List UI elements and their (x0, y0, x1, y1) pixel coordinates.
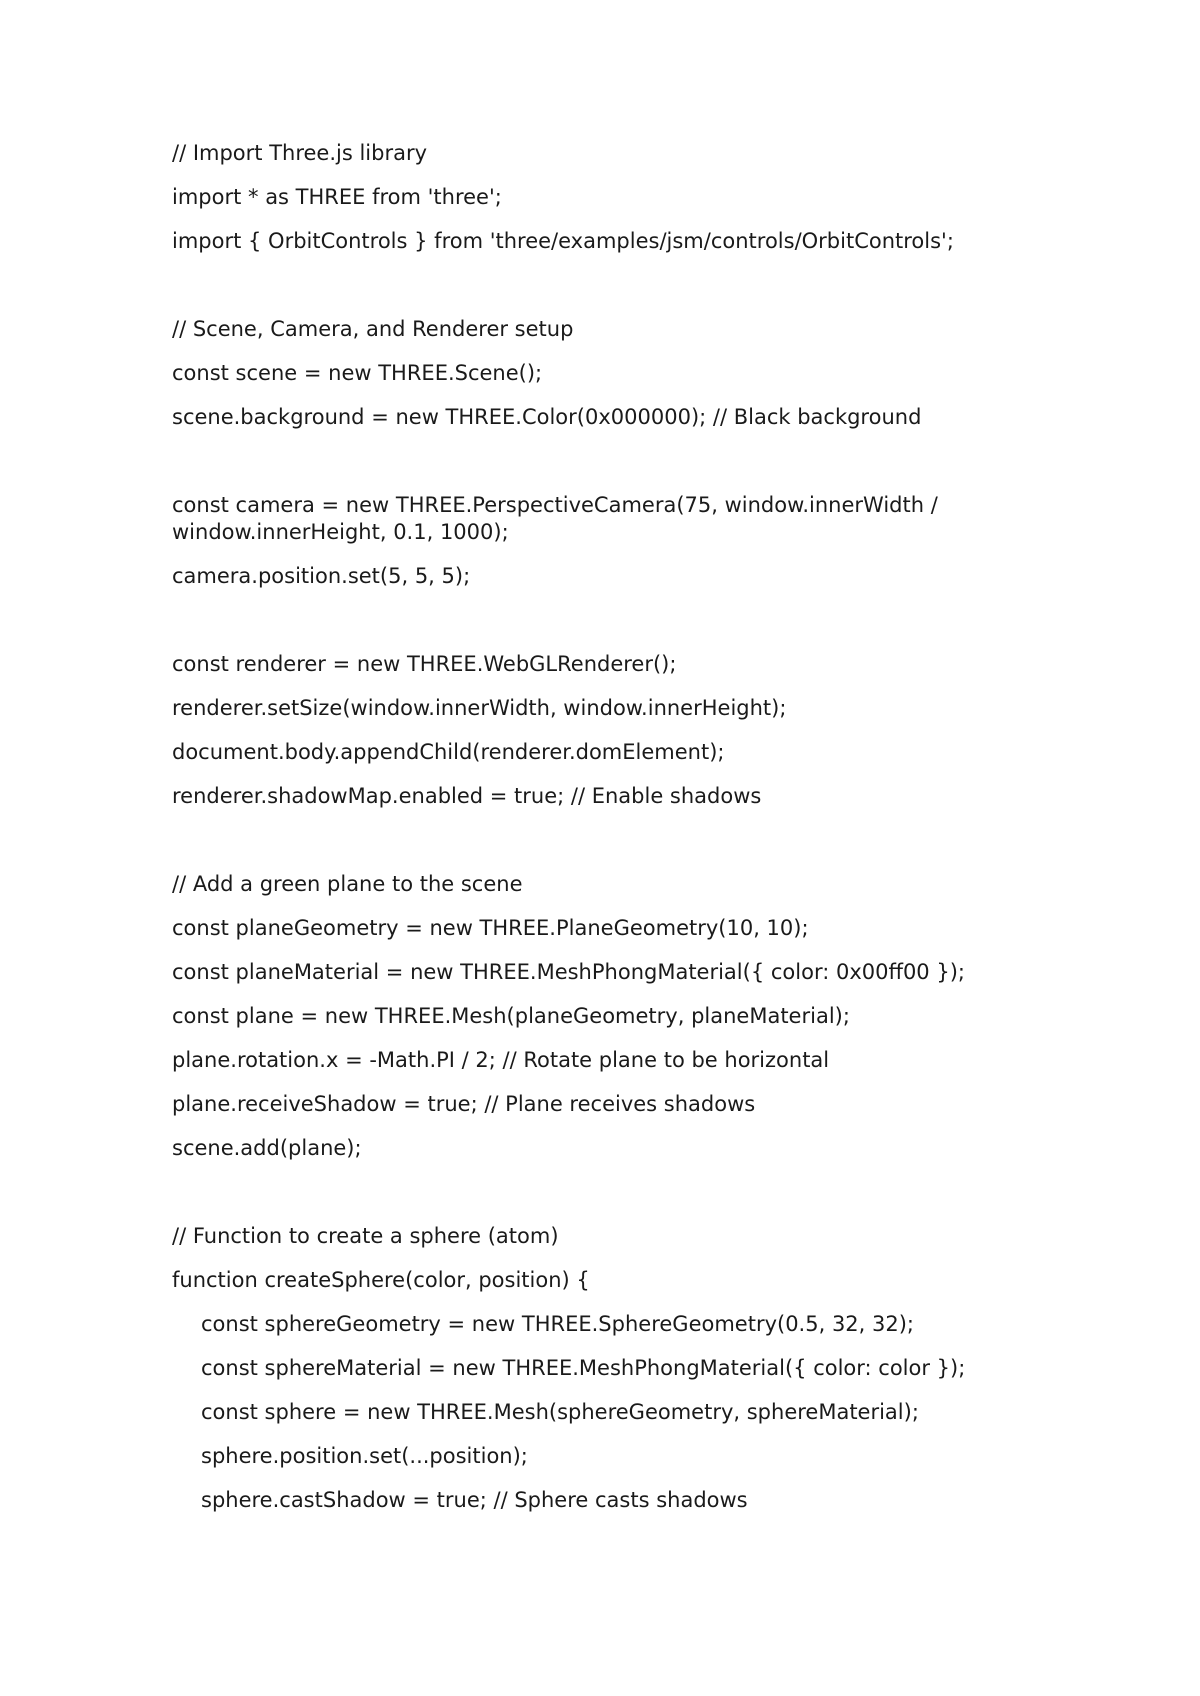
code-line: renderer.shadowMap.enabled = true; // Enable shadows (172, 784, 762, 808)
code-line: const planeGeometry = new THREE.PlaneGeometry(10, 10); (172, 916, 809, 940)
code-line: const sphereMaterial = new THREE.MeshPhongMaterial({ color: color }); (201, 1356, 966, 1380)
code-line: const sphereGeometry = new THREE.SphereGeometry(0.5, 32, 32); (201, 1312, 915, 1336)
blank-line (172, 272, 1052, 299)
code-line: const sphere = new THREE.Mesh(sphereGeometry, sphereMaterial); (201, 1400, 919, 1424)
code-line: // Add a green plane to the scene (172, 872, 523, 896)
code-line: scene.add(plane); (172, 1136, 362, 1160)
code-line: document.body.appendChild(renderer.domElement); (172, 740, 725, 764)
code-line: const plane = new THREE.Mesh(planeGeometry, planeMaterial); (172, 1004, 850, 1028)
code-line: const renderer = new THREE.WebGLRenderer(); (172, 652, 677, 676)
blank-line (172, 1179, 1052, 1206)
blank-line (172, 448, 1052, 475)
code-line: // Import Three.js library (172, 141, 428, 165)
code-line: function createSphere(color, position) { (172, 1268, 590, 1292)
code-line: renderer.setSize(window.innerWidth, window.innerHeight); (172, 696, 787, 720)
blank-line (172, 607, 1052, 634)
code-line: // Scene, Camera, and Renderer setup (172, 317, 574, 341)
code-line: const camera = new THREE.PerspectiveCamera(75, window.innerWidth / window.innerHeight, 0.1, 1000); (172, 493, 945, 544)
code-line: sphere.position.set(...position); (201, 1444, 528, 1468)
code-line: plane.rotation.x = -Math.PI / 2; // Rotate plane to be horizontal (172, 1048, 830, 1072)
code-line: // Function to create a sphere (atom) (172, 1224, 559, 1248)
blank-line (172, 827, 1052, 854)
code-listing (172, 140, 1052, 1531)
code-line: plane.receiveShadow = true; // Plane receives shadows (172, 1092, 756, 1116)
code-line: camera.position.set(5, 5, 5); (172, 564, 471, 588)
code-line: const planeMaterial = new THREE.MeshPhongMaterial({ color: 0x00ff00 }); (172, 960, 965, 984)
code-line: scene.background = new THREE.Color(0x000000); // Black background (172, 405, 922, 429)
code-line: sphere.castShadow = true; // Sphere casts shadows (201, 1488, 748, 1512)
code-line: import { OrbitControls } from 'three/examples/jsm/controls/OrbitControls'; (172, 229, 954, 253)
code-line: import * as THREE from 'three'; (172, 185, 502, 209)
code-line: const scene = new THREE.Scene(); (172, 361, 543, 385)
